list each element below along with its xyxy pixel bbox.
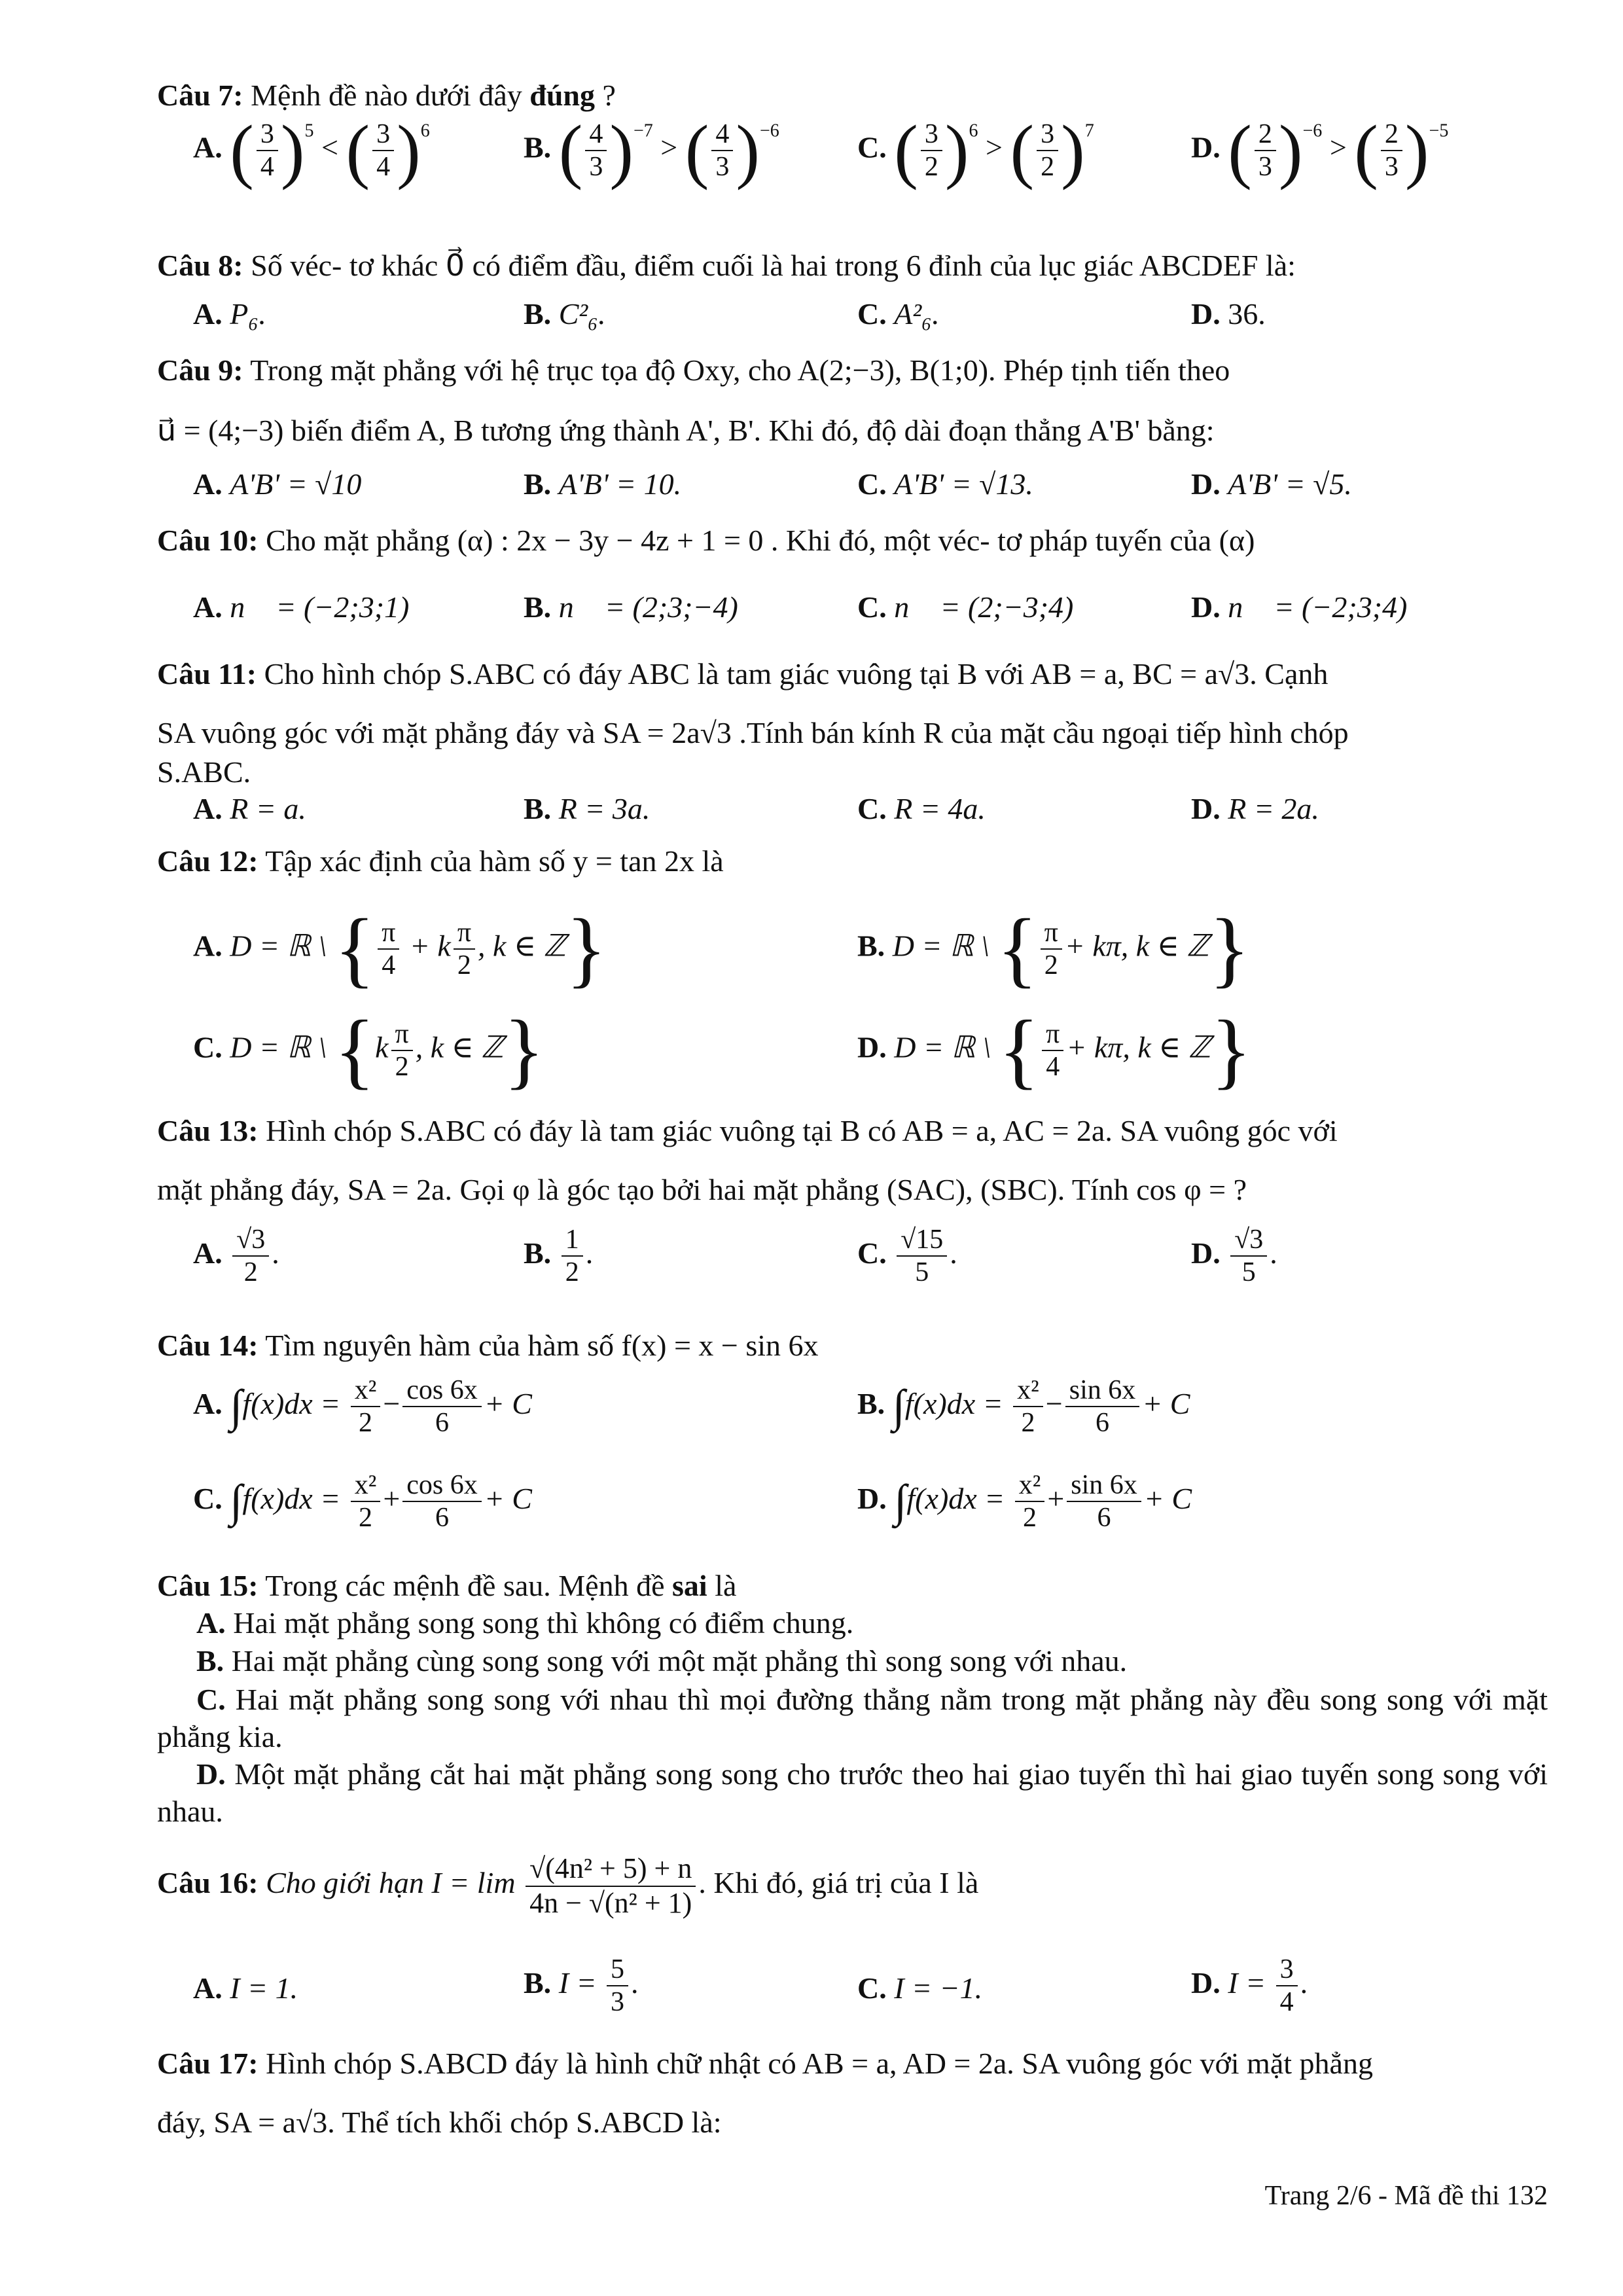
- q12-option-d[interactable]: D. D = ℝ \ { $\frac{\pi}{4}$ + kπ, k ∈ ℤ}: [857, 1003, 1252, 1098]
- q11-option-b[interactable]: B. R = 3a.: [524, 792, 651, 825]
- q7-option-c[interactable]: C. ( $\frac{3}{2}$ )$^6$ > ( $\frac{3}{2}$ )$^7$: [857, 111, 1094, 190]
- q8-option-d[interactable]: D. 36.: [1191, 297, 1266, 331]
- q10-option-c[interactable]: C. n⃗ = (2;−3;4): [857, 590, 1074, 624]
- q8-text: Số véc- tơ khác 0⃗ có điểm đầu, điểm cuối là hai trong 6 đỉnh của lục giác ABCDEF là:: [251, 249, 1296, 282]
- q15-option-b[interactable]: B. Hai mặt phẳng cùng song song với một mặt phẳng thì song song với nhau.: [196, 1644, 1128, 1677]
- q11-stem-line3: S.ABC.: [157, 755, 251, 789]
- q10-stem: Câu 10: Cho mặt phẳng (α) : 2x − 3y − 4z + 1 = 0 . Khi đó, một véc- tơ pháp tuyến của (α): [157, 524, 1255, 557]
- q14-option-a[interactable]: A. ∫f(x)dx = $\frac{\text{x²}}{2}$ − $\frac{\cos 6x}{6}$ + C: [193, 1375, 532, 1439]
- q11-stem-line1: Câu 11: Cho hình chóp S.ABC có đáy ABC là tam giác vuông tại B với AB = a, BC = a√3. Cạnh: [157, 657, 1329, 691]
- page-footer: Trang 2/6 - Mã đề thi 132: [1264, 2181, 1548, 2211]
- q14-option-c[interactable]: C. ∫f(x)dx = $\frac{\text{x²}}{2}$ + $\frac{\cos 6x}{6}$ + C: [193, 1470, 532, 1534]
- q15-option-c[interactable]: C. Hai mặt phẳng song song với nhau thì mọi đường thẳng nằm trong mặt phẳng này đều song song với mặt phẳng kia.: [157, 1683, 1548, 1753]
- q8-option-c[interactable]: C. A²₆.: [857, 297, 940, 331]
- q7-option-b[interactable]: B. ( $\frac{4}{3}$ )$^{-7}$ > ( $\frac{4}{3}$ )$^{-6}$: [524, 111, 779, 190]
- q8-option-b[interactable]: B. C²₆.: [524, 297, 606, 331]
- q15-option-d[interactable]: D. Một mặt phẳng cắt hai mặt phẳng song song cho trước theo hai giao tuyến thì hai giao tuyến song song với nhau.: [157, 1757, 1548, 1828]
- q15-label: Câu 15:: [157, 1569, 259, 1602]
- option-label: C.: [857, 130, 887, 164]
- q12-option-c[interactable]: C. D = ℝ \ {k $\frac{\pi}{2}$ , k ∈ ℤ}: [193, 1003, 544, 1098]
- q11-label: Câu 11:: [157, 657, 257, 691]
- q7-option-d[interactable]: D. ( $\frac{2}{3}$ )$^{-6}$ > ( $\frac{2}{3}$ )$^{-5}$: [1191, 111, 1449, 190]
- q8-label: Câu 8:: [157, 249, 243, 282]
- q16-option-b[interactable]: B. I = $\frac{5}{3}$ .: [524, 1954, 639, 2018]
- q9-option-c[interactable]: C. A'B' = √13.: [857, 467, 1033, 501]
- q13-option-a[interactable]: A. $\frac{√3}{2}$ .: [193, 1225, 279, 1288]
- q12-stem: Câu 12: Tập xác định của hàm số y = tan 2x là: [157, 844, 724, 878]
- q15-option-a[interactable]: A. Hai mặt phẳng song song thì không có điểm chung.: [196, 1606, 854, 1640]
- q7-text: Mệnh đề nào dưới đây: [251, 79, 522, 112]
- q12-option-a[interactable]: A. D = ℝ \ { $\frac{\pi}{4}$ + k $\frac{\pi}{2}$ , k ∈ ℤ}: [193, 902, 607, 996]
- q13-option-c[interactable]: C. $\frac{√15}{5}$ .: [857, 1225, 957, 1288]
- q11-option-c[interactable]: C. R = 4a.: [857, 792, 986, 825]
- q13-label: Câu 13:: [157, 1114, 259, 1147]
- q11-stem-line2: SA vuông góc với mặt phẳng đáy và SA = 2a√3 .Tính bán kính R của mặt cầu ngoại tiếp hình chóp: [157, 716, 1349, 749]
- q7-option-a[interactable]: A. ( $\frac{3}{4}$ )$^5$ < ( $\frac{3}{4}$ )$^6$: [193, 111, 430, 190]
- option-label: D.: [1191, 130, 1221, 164]
- q13-stem-line2: mặt phẳng đáy, SA = 2a. Gọi φ là góc tạo bởi hai mặt phẳng (SAC), (SBC). Tính cos φ = ?: [157, 1173, 1247, 1206]
- q11-option-d[interactable]: D. R = 2a.: [1191, 792, 1319, 825]
- q9-option-a[interactable]: A. A'B' = √10: [193, 467, 362, 501]
- option-label: A.: [193, 130, 223, 164]
- q12-label: Câu 12:: [157, 844, 259, 878]
- q16-label: Câu 16:: [157, 1866, 259, 1900]
- q14-option-d[interactable]: D. ∫f(x)dx = $\frac{\text{x²}}{2}$ + $\frac{\sin 6x}{6}$ + C: [857, 1470, 1192, 1534]
- q10-label: Câu 10:: [157, 524, 259, 557]
- q11-option-a[interactable]: A. R = a.: [193, 792, 306, 825]
- q13-option-b[interactable]: B. $\frac{1}{2}$ .: [524, 1225, 594, 1288]
- q17-stem-line2: đáy, SA = a√3. Thể tích khối chóp S.ABCD là:: [157, 2106, 722, 2139]
- q17-stem-line1: Câu 17: Hình chóp S.ABCD đáy là hình chữ nhật có AB = a, AD = 2a. SA vuông góc với mặt phẳng: [157, 2047, 1373, 2080]
- q16-option-d[interactable]: D. I = $\frac{3}{4}$ .: [1191, 1954, 1308, 2018]
- q9-stem-line1: Câu 9: Trong mặt phẳng với hệ trục tọa độ Oxy, cho A(2;−3), B(1;0). Phép tịnh tiến theo: [157, 353, 1230, 387]
- q17-label: Câu 17:: [157, 2047, 259, 2080]
- q13-option-d[interactable]: D. $\frac{√3}{5}$ .: [1191, 1225, 1277, 1288]
- q8-stem: [157, 247, 1296, 283]
- q14-label: Câu 14:: [157, 1329, 259, 1362]
- q9-stem-line2: u⃗ = (4;−3) biến điểm A, B tương ứng thành A', B'. Khi đó, độ dài đoạn thẳng A'B' bằng:: [157, 414, 1215, 447]
- q16-option-c[interactable]: C. I = −1.: [857, 1971, 983, 2005]
- q15-stem: Câu 15: Trong các mệnh đề sau. Mệnh đề sai là: [157, 1569, 737, 1602]
- q13-stem-line1: Câu 13: Hình chóp S.ABC có đáy là tam giác vuông tại B có AB = a, AC = 2a. SA vuông góc với: [157, 1114, 1338, 1147]
- q7-label: Câu 7:: [157, 79, 243, 112]
- q10-option-a[interactable]: A. n⃗ = (−2;3;1): [193, 590, 410, 624]
- q9-option-b[interactable]: B. A'B' = 10.: [524, 467, 682, 501]
- q9-label: Câu 9:: [157, 353, 243, 387]
- q7-stem: [157, 77, 616, 113]
- q10-option-b[interactable]: B. n⃗ = (2;3;−4): [524, 590, 738, 624]
- option-label: B.: [524, 130, 552, 164]
- q9-option-d[interactable]: D. A'B' = √5.: [1191, 467, 1352, 501]
- q12-option-b[interactable]: B. D = ℝ \ { $\frac{\pi}{2}$ + kπ, k ∈ ℤ}: [857, 902, 1250, 996]
- q14-stem: Câu 14: Tìm nguyên hàm của hàm số f(x) = x − sin 6x: [157, 1329, 819, 1362]
- q8-option-a[interactable]: A. P₆.: [193, 297, 266, 331]
- q16-stem: Câu 16: Cho giới hạn I = lim $\frac{\text{√(4n² + 5) + n}}{\text{4n − √(n² + 1)}}$ . Khi đó, giá trị của I là: [157, 1852, 979, 1919]
- q14-option-b[interactable]: B. ∫f(x)dx = $\frac{\text{x²}}{2}$ − $\frac{\sin 6x}{6}$ + C: [857, 1375, 1190, 1439]
- q7-tail: ?: [602, 79, 616, 112]
- q7-bold: đúng: [529, 79, 595, 112]
- q16-option-a[interactable]: A. I = 1.: [193, 1971, 298, 2005]
- q10-option-d[interactable]: D. n⃗ = (−2;3;4): [1191, 590, 1408, 624]
